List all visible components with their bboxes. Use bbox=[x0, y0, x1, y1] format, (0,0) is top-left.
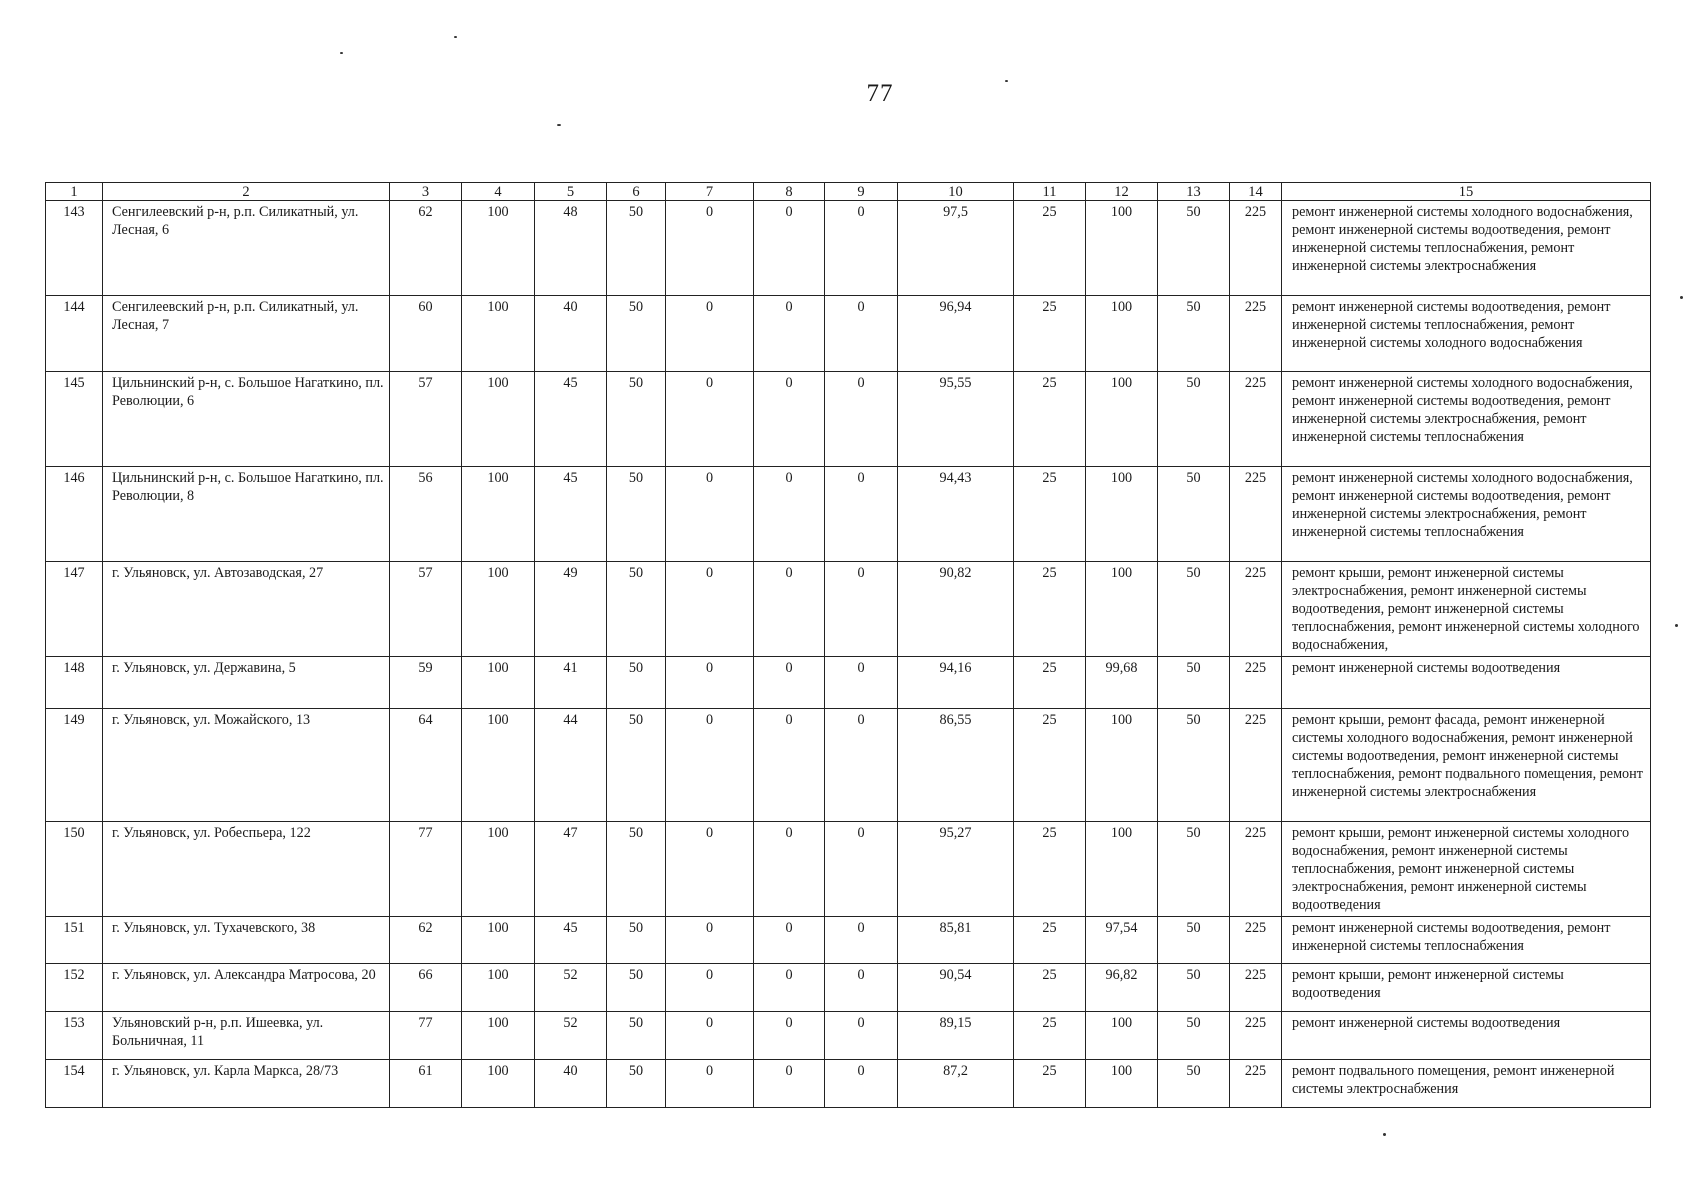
col-9-cell: 0 bbox=[825, 562, 898, 657]
col-7-cell: 0 bbox=[666, 822, 754, 917]
col-13-cell: 50 bbox=[1158, 964, 1230, 1012]
header-cell: 10 bbox=[898, 183, 1014, 201]
col-6-cell: 50 bbox=[607, 467, 666, 562]
table-row bbox=[46, 822, 1651, 917]
col-11-cell: 25 bbox=[1014, 201, 1086, 296]
row-number-cell: 151 bbox=[46, 917, 103, 964]
address-cell: Сенгилеевский р-н, р.п. Силикатный, ул. Лесная, 6 bbox=[103, 201, 390, 296]
col-11-cell: 25 bbox=[1014, 562, 1086, 657]
work-description-cell: ремонт крыши, ремонт инженерной системы холодного водоснабжения, ремонт инженерной системы теплоснабжения, ремонт инженерной системы электроснабжения, ремонт инженерной системы водоотведения bbox=[1282, 822, 1651, 917]
col-4-cell: 100 bbox=[462, 1012, 535, 1060]
col-14-cell: 225 bbox=[1230, 296, 1282, 372]
col-13-cell: 50 bbox=[1158, 822, 1230, 917]
col-7-cell: 0 bbox=[666, 964, 754, 1012]
table-row bbox=[46, 657, 1651, 709]
col-12-cell: 100 bbox=[1086, 1060, 1158, 1108]
scan-speck bbox=[454, 36, 457, 38]
col-9-cell: 0 bbox=[825, 1012, 898, 1060]
col-8-cell: 0 bbox=[754, 1012, 825, 1060]
col-10-cell: 89,15 bbox=[898, 1012, 1014, 1060]
address-cell: г. Ульяновск, ул. Александра Матросова, 20 bbox=[103, 964, 390, 1012]
row-number-cell: 147 bbox=[46, 562, 103, 657]
work-description-cell: ремонт крыши, ремонт инженерной системы электроснабжения, ремонт инженерной системы водоотведения, ремонт инженерной системы теплоснабжения, ремонт инженерной системы холодного водоснабжения, bbox=[1282, 562, 1651, 657]
col-9-cell: 0 bbox=[825, 201, 898, 296]
col-5-cell: 41 bbox=[535, 657, 607, 709]
col-8-cell: 0 bbox=[754, 467, 825, 562]
col-3-cell: 57 bbox=[390, 372, 462, 467]
col-7-cell: 0 bbox=[666, 296, 754, 372]
row-number-cell: 144 bbox=[46, 296, 103, 372]
col-14-cell: 225 bbox=[1230, 201, 1282, 296]
col-4-cell: 100 bbox=[462, 964, 535, 1012]
col-6-cell: 50 bbox=[607, 657, 666, 709]
col-4-cell: 100 bbox=[462, 709, 535, 822]
col-13-cell: 50 bbox=[1158, 296, 1230, 372]
col-9-cell: 0 bbox=[825, 917, 898, 964]
col-3-cell: 61 bbox=[390, 1060, 462, 1108]
col-4-cell: 100 bbox=[462, 201, 535, 296]
col-8-cell: 0 bbox=[754, 917, 825, 964]
col-8-cell: 0 bbox=[754, 562, 825, 657]
table-row bbox=[46, 562, 1651, 657]
col-9-cell: 0 bbox=[825, 467, 898, 562]
col-10-cell: 96,94 bbox=[898, 296, 1014, 372]
col-8-cell: 0 bbox=[754, 201, 825, 296]
col-5-cell: 45 bbox=[535, 467, 607, 562]
col-13-cell: 50 bbox=[1158, 201, 1230, 296]
col-5-cell: 48 bbox=[535, 201, 607, 296]
scan-speck bbox=[1675, 624, 1678, 627]
col-5-cell: 45 bbox=[535, 917, 607, 964]
col-10-cell: 94,16 bbox=[898, 657, 1014, 709]
work-description-cell: ремонт инженерной системы водоотведения, ремонт инженерной системы теплоснабжения bbox=[1282, 917, 1651, 964]
col-7-cell: 0 bbox=[666, 917, 754, 964]
col-6-cell: 50 bbox=[607, 1012, 666, 1060]
col-7-cell: 0 bbox=[666, 372, 754, 467]
table-row bbox=[46, 201, 1651, 296]
col-3-cell: 77 bbox=[390, 822, 462, 917]
header-cell: 5 bbox=[535, 183, 607, 201]
col-11-cell: 25 bbox=[1014, 964, 1086, 1012]
col-12-cell: 97,54 bbox=[1086, 917, 1158, 964]
work-description-cell: ремонт инженерной системы водоотведения, ремонт инженерной системы теплоснабжения, ремонт инженерной системы холодного водоснабжения bbox=[1282, 296, 1651, 372]
header-cell: 11 bbox=[1014, 183, 1086, 201]
header-cell: 9 bbox=[825, 183, 898, 201]
col-9-cell: 0 bbox=[825, 822, 898, 917]
col-5-cell: 40 bbox=[535, 296, 607, 372]
row-number-cell: 150 bbox=[46, 822, 103, 917]
header-cell: 3 bbox=[390, 183, 462, 201]
header-cell: 4 bbox=[462, 183, 535, 201]
col-6-cell: 50 bbox=[607, 372, 666, 467]
header-cell: 7 bbox=[666, 183, 754, 201]
col-5-cell: 52 bbox=[535, 1012, 607, 1060]
col-6-cell: 50 bbox=[607, 1060, 666, 1108]
col-14-cell: 225 bbox=[1230, 709, 1282, 822]
col-3-cell: 64 bbox=[390, 709, 462, 822]
col-11-cell: 25 bbox=[1014, 1060, 1086, 1108]
col-8-cell: 0 bbox=[754, 1060, 825, 1108]
register-table bbox=[45, 182, 1651, 1108]
col-10-cell: 85,81 bbox=[898, 917, 1014, 964]
col-13-cell: 50 bbox=[1158, 467, 1230, 562]
work-description-cell: ремонт крыши, ремонт фасада, ремонт инженерной системы холодного водоснабжения, ремонт инженерной системы водоотведения, ремонт инженерной системы теплоснабжения, ремонт подвального помещения, ремонт инженерной системы электроснабжения bbox=[1282, 709, 1651, 822]
col-3-cell: 56 bbox=[390, 467, 462, 562]
col-13-cell: 50 bbox=[1158, 1060, 1230, 1108]
address-cell: г. Ульяновск, ул. Тухачевского, 38 bbox=[103, 917, 390, 964]
table-row bbox=[46, 467, 1651, 562]
row-number-cell: 146 bbox=[46, 467, 103, 562]
col-6-cell: 50 bbox=[607, 201, 666, 296]
col-8-cell: 0 bbox=[754, 964, 825, 1012]
col-10-cell: 95,55 bbox=[898, 372, 1014, 467]
col-12-cell: 100 bbox=[1086, 709, 1158, 822]
header-cell: 2 bbox=[103, 183, 390, 201]
col-13-cell: 50 bbox=[1158, 709, 1230, 822]
col-3-cell: 66 bbox=[390, 964, 462, 1012]
col-10-cell: 94,43 bbox=[898, 467, 1014, 562]
col-9-cell: 0 bbox=[825, 657, 898, 709]
scan-speck bbox=[1680, 296, 1683, 299]
table-row bbox=[46, 372, 1651, 467]
col-12-cell: 100 bbox=[1086, 822, 1158, 917]
col-7-cell: 0 bbox=[666, 709, 754, 822]
table-row bbox=[46, 1060, 1651, 1108]
col-9-cell: 0 bbox=[825, 296, 898, 372]
col-12-cell: 99,68 bbox=[1086, 657, 1158, 709]
col-11-cell: 25 bbox=[1014, 917, 1086, 964]
col-8-cell: 0 bbox=[754, 709, 825, 822]
col-3-cell: 57 bbox=[390, 562, 462, 657]
row-number-cell: 149 bbox=[46, 709, 103, 822]
row-number-cell: 148 bbox=[46, 657, 103, 709]
col-6-cell: 50 bbox=[607, 709, 666, 822]
col-5-cell: 49 bbox=[535, 562, 607, 657]
col-5-cell: 52 bbox=[535, 964, 607, 1012]
work-description-cell: ремонт инженерной системы водоотведения bbox=[1282, 657, 1651, 709]
col-13-cell: 50 bbox=[1158, 372, 1230, 467]
col-6-cell: 50 bbox=[607, 822, 666, 917]
address-cell: г. Ульяновск, ул. Автозаводская, 27 bbox=[103, 562, 390, 657]
col-9-cell: 0 bbox=[825, 709, 898, 822]
col-13-cell: 50 bbox=[1158, 562, 1230, 657]
address-cell: г. Ульяновск, ул. Карла Маркса, 28/73 bbox=[103, 1060, 390, 1108]
address-cell: г. Ульяновск, ул. Робеспьера, 122 bbox=[103, 822, 390, 917]
col-4-cell: 100 bbox=[462, 917, 535, 964]
col-13-cell: 50 bbox=[1158, 1012, 1230, 1060]
col-11-cell: 25 bbox=[1014, 822, 1086, 917]
col-8-cell: 0 bbox=[754, 372, 825, 467]
col-12-cell: 100 bbox=[1086, 562, 1158, 657]
col-9-cell: 0 bbox=[825, 964, 898, 1012]
work-description-cell: ремонт инженерной системы водоотведения bbox=[1282, 1012, 1651, 1060]
table-row bbox=[46, 709, 1651, 822]
address-cell: Ульяновский р-н, р.п. Ишеевка, ул. Больничная, 11 bbox=[103, 1012, 390, 1060]
table-body bbox=[46, 183, 1651, 1108]
header-cell: 13 bbox=[1158, 183, 1230, 201]
work-description-cell: ремонт подвального помещения, ремонт инженерной системы электроснабжения bbox=[1282, 1060, 1651, 1108]
header-cell: 8 bbox=[754, 183, 825, 201]
row-number-cell: 153 bbox=[46, 1012, 103, 1060]
col-8-cell: 0 bbox=[754, 657, 825, 709]
col-4-cell: 100 bbox=[462, 296, 535, 372]
col-4-cell: 100 bbox=[462, 822, 535, 917]
col-10-cell: 87,2 bbox=[898, 1060, 1014, 1108]
col-3-cell: 62 bbox=[390, 201, 462, 296]
col-12-cell: 100 bbox=[1086, 467, 1158, 562]
header-cell: 6 bbox=[607, 183, 666, 201]
col-4-cell: 100 bbox=[462, 372, 535, 467]
address-cell: Сенгилеевский р-н, р.п. Силикатный, ул. Лесная, 7 bbox=[103, 296, 390, 372]
col-5-cell: 44 bbox=[535, 709, 607, 822]
scan-speck bbox=[1383, 1133, 1386, 1136]
col-8-cell: 0 bbox=[754, 822, 825, 917]
scan-speck bbox=[557, 124, 561, 126]
scan-speck bbox=[340, 52, 343, 54]
col-12-cell: 100 bbox=[1086, 296, 1158, 372]
col-6-cell: 50 bbox=[607, 917, 666, 964]
col-10-cell: 90,54 bbox=[898, 964, 1014, 1012]
col-11-cell: 25 bbox=[1014, 1012, 1086, 1060]
col-5-cell: 47 bbox=[535, 822, 607, 917]
work-description-cell: ремонт инженерной системы холодного водоснабжения, ремонт инженерной системы водоотведения, ремонт инженерной системы электроснабжения, ремонт инженерной системы теплоснабжения bbox=[1282, 467, 1651, 562]
col-13-cell: 50 bbox=[1158, 917, 1230, 964]
work-description-cell: ремонт инженерной системы холодного водоснабжения, ремонт инженерной системы водоотведения, ремонт инженерной системы теплоснабжения, ремонт инженерной системы электроснабжения bbox=[1282, 201, 1651, 296]
col-4-cell: 100 bbox=[462, 562, 535, 657]
col-14-cell: 225 bbox=[1230, 1060, 1282, 1108]
col-12-cell: 100 bbox=[1086, 372, 1158, 467]
table-row bbox=[46, 296, 1651, 372]
table-row bbox=[46, 964, 1651, 1012]
col-3-cell: 62 bbox=[390, 917, 462, 964]
col-14-cell: 225 bbox=[1230, 467, 1282, 562]
work-description-cell: ремонт инженерной системы холодного водоснабжения, ремонт инженерной системы водоотведения, ремонт инженерной системы электроснабжения, ремонт инженерной системы теплоснабжения bbox=[1282, 372, 1651, 467]
address-cell: г. Ульяновск, ул. Державина, 5 bbox=[103, 657, 390, 709]
col-3-cell: 59 bbox=[390, 657, 462, 709]
col-11-cell: 25 bbox=[1014, 467, 1086, 562]
header-cell: 1 bbox=[46, 183, 103, 201]
row-number-cell: 145 bbox=[46, 372, 103, 467]
header-cell: 12 bbox=[1086, 183, 1158, 201]
col-7-cell: 0 bbox=[666, 562, 754, 657]
col-14-cell: 225 bbox=[1230, 657, 1282, 709]
address-cell: Цильнинский р-н, с. Большое Нагаткино, пл. Революции, 6 bbox=[103, 372, 390, 467]
scan-speck bbox=[1005, 80, 1008, 82]
col-14-cell: 225 bbox=[1230, 562, 1282, 657]
col-11-cell: 25 bbox=[1014, 372, 1086, 467]
col-4-cell: 100 bbox=[462, 657, 535, 709]
col-8-cell: 0 bbox=[754, 296, 825, 372]
col-11-cell: 25 bbox=[1014, 657, 1086, 709]
col-14-cell: 225 bbox=[1230, 917, 1282, 964]
col-4-cell: 100 bbox=[462, 467, 535, 562]
header-cell: 15 bbox=[1282, 183, 1651, 201]
col-11-cell: 25 bbox=[1014, 709, 1086, 822]
row-number-cell: 143 bbox=[46, 201, 103, 296]
col-6-cell: 50 bbox=[607, 562, 666, 657]
col-7-cell: 0 bbox=[666, 1060, 754, 1108]
table-row bbox=[46, 917, 1651, 964]
page-number: 77 bbox=[866, 80, 894, 107]
col-10-cell: 86,55 bbox=[898, 709, 1014, 822]
header-cell: 14 bbox=[1230, 183, 1282, 201]
col-6-cell: 50 bbox=[607, 964, 666, 1012]
col-5-cell: 40 bbox=[535, 1060, 607, 1108]
header-row bbox=[46, 183, 1651, 201]
col-12-cell: 100 bbox=[1086, 201, 1158, 296]
work-description-cell: ремонт крыши, ремонт инженерной системы водоотведения bbox=[1282, 964, 1651, 1012]
col-10-cell: 90,82 bbox=[898, 562, 1014, 657]
col-7-cell: 0 bbox=[666, 657, 754, 709]
col-10-cell: 95,27 bbox=[898, 822, 1014, 917]
col-14-cell: 225 bbox=[1230, 372, 1282, 467]
col-14-cell: 225 bbox=[1230, 1012, 1282, 1060]
col-4-cell: 100 bbox=[462, 1060, 535, 1108]
col-3-cell: 60 bbox=[390, 296, 462, 372]
col-10-cell: 97,5 bbox=[898, 201, 1014, 296]
col-13-cell: 50 bbox=[1158, 657, 1230, 709]
address-cell: Цильнинский р-н, с. Большое Нагаткино, пл. Революции, 8 bbox=[103, 467, 390, 562]
col-3-cell: 77 bbox=[390, 1012, 462, 1060]
col-7-cell: 0 bbox=[666, 467, 754, 562]
row-number-cell: 152 bbox=[46, 964, 103, 1012]
col-12-cell: 96,82 bbox=[1086, 964, 1158, 1012]
col-5-cell: 45 bbox=[535, 372, 607, 467]
col-7-cell: 0 bbox=[666, 1012, 754, 1060]
table-row bbox=[46, 1012, 1651, 1060]
row-number-cell: 154 bbox=[46, 1060, 103, 1108]
col-14-cell: 225 bbox=[1230, 964, 1282, 1012]
col-14-cell: 225 bbox=[1230, 822, 1282, 917]
col-9-cell: 0 bbox=[825, 372, 898, 467]
col-6-cell: 50 bbox=[607, 296, 666, 372]
col-12-cell: 100 bbox=[1086, 1012, 1158, 1060]
col-11-cell: 25 bbox=[1014, 296, 1086, 372]
col-7-cell: 0 bbox=[666, 201, 754, 296]
col-9-cell: 0 bbox=[825, 1060, 898, 1108]
address-cell: г. Ульяновск, ул. Можайского, 13 bbox=[103, 709, 390, 822]
